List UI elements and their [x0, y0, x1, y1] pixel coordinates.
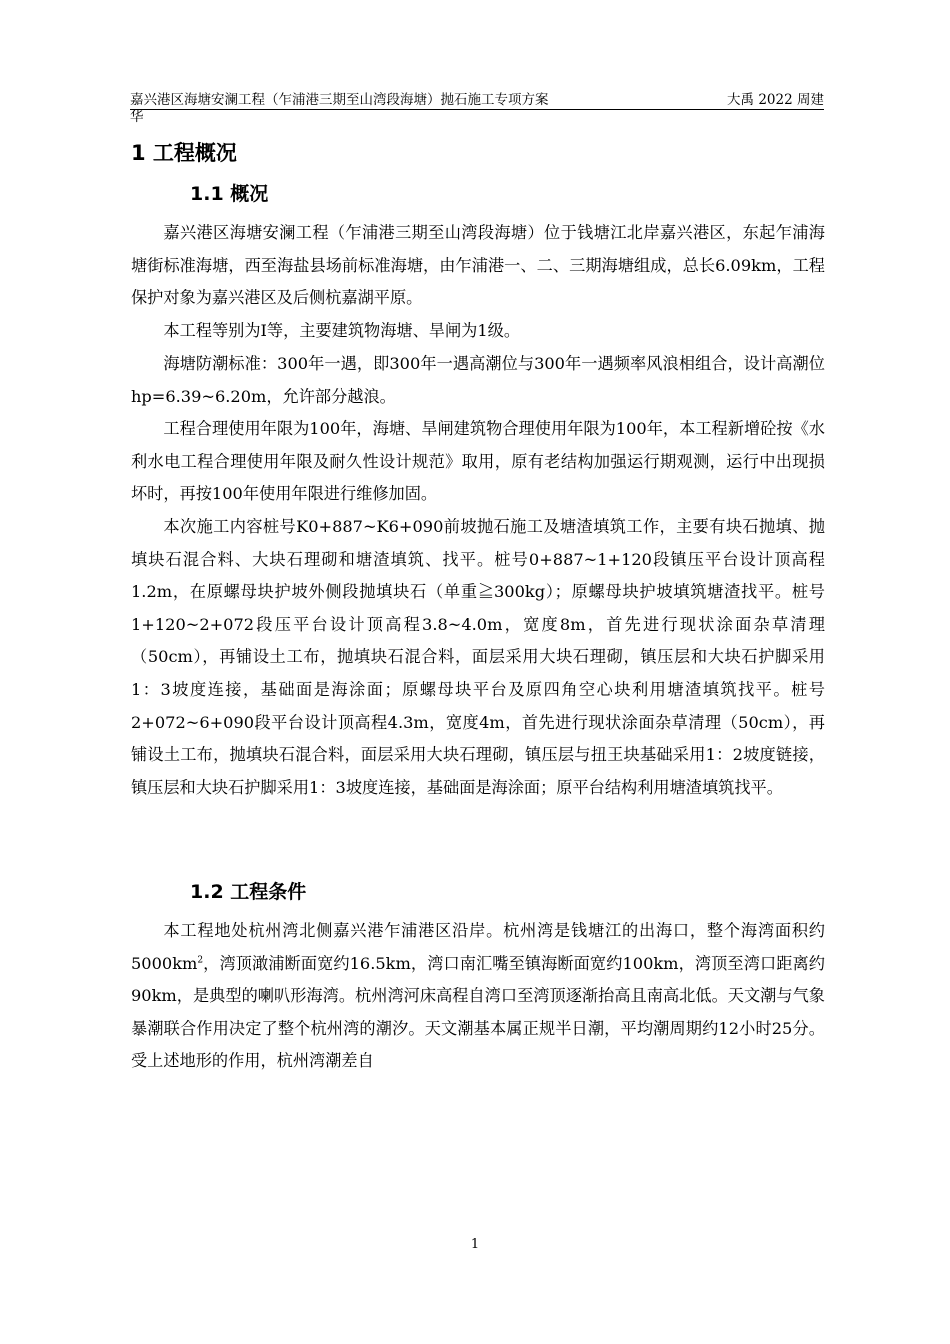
- section-1-title: 1 工程概况: [131, 141, 237, 165]
- paragraph-overview-scope: 本次施工内容桩号K0+887~K6+090前坡抛石施工及塘渣填筑工作，主要有块石抛填、抛填块石混合料、大块石理砌和塘渣填筑、找平。桩号0+887~1+120段镇压平台设计顶高程1.2m，在原螺母块护坡外侧段抛填块石（单重≧300kg）；原螺母块护坡填筑塘渣找平。桩号1+120~2+072段压平台设计顶高程3.8~4.0m，宽度8m，首先进行现状涂面杂草清理（50cm），再铺设土工布，抛填块石混合料，面层采用大块石理砌，镇压层和大块石护脚采用1：3坡度连接，基础面是海涂面；原螺母块平台及原四角空心块利用塘渣填筑找平。桩号2+072~6+090段平台设计顶高程4.3m，宽度4m，首先进行现状涂面杂草清理（50cm），再铺设土工布，抛填块石混合料，面层采用大块石理砌，镇压层与扭王块基础采用1：2坡度链接，镇压层和大块石护脚采用1：3坡度连接，基础面是海涂面；原平台结构利用塘渣填筑找平。: [131, 517, 825, 797]
- section-1-1-title: 1.1 概况: [190, 183, 269, 205]
- header-document-title: 嘉兴港区海塘安澜工程（乍浦港三期至山湾段海塘）抛石施工专项方案: [130, 92, 549, 108]
- page-header: [130, 92, 824, 110]
- section-1-2-title: 1.2 工程条件: [190, 881, 307, 903]
- header-author: 大禹 2022 周建: [727, 92, 824, 108]
- paragraph-conditions: [131, 915, 825, 1078]
- paragraph-overview-grade: 本工程等别为Ⅰ等，主要建筑物海塘、旱闸为1级。: [163, 321, 521, 340]
- page-number: 1: [470, 1237, 480, 1252]
- superscript-2: 2: [197, 955, 204, 966]
- header-author-wrap: 华: [130, 109, 144, 125]
- paragraph-overview-lifespan: 工程合理使用年限为100年，海塘、旱闸建筑物合理使用年限为100年，本工程新增砼按《水利水电工程合理使用年限及耐久性设计规范》取用，原有老结构加强运行期观测，运行中出现损坏时，再按100年使用年限进行维修加固。: [131, 419, 825, 504]
- paragraph-overview-location: 嘉兴港区海塘安澜工程（乍浦港三期至山湾段海塘）位于钱塘江北岸嘉兴港区，东起乍浦海塘街标准海塘，西至海盐县场前标准海塘，由乍浦港一、二、三期海塘组成，总长6.09km，工程保护对象为嘉兴港区及后侧杭嘉湖平原。: [131, 223, 825, 308]
- paragraph-conditions-part1: 本工程地处杭州湾北侧嘉兴港乍浦港区沿岸。杭州湾是钱塘江的出海口，整个海湾面积约5000km: [131, 921, 825, 973]
- paragraph-overview-standard: 海塘防潮标准：300年一遇，即300年一遇高潮位与300年一遇频率风浪相组合，设计高潮位hp=6.39~6.20m，允许部分越浪。: [131, 354, 825, 406]
- paragraph-conditions-part2: ，湾顶澉浦断面宽约16.5km，湾口南汇嘴至镇海断面宽约100km，湾顶至湾口距离约90km，是典型的喇叭形海湾。杭州湾河床高程自湾口至湾顶逐渐抬高且南高北低。天文潮与气象暴潮联合作用决定了整个杭州湾的潮汐。天文潮基本属正规半日潮，平均潮周期约12小时25分。受上述地形的作用，杭州湾潮差自: [131, 953, 825, 1071]
